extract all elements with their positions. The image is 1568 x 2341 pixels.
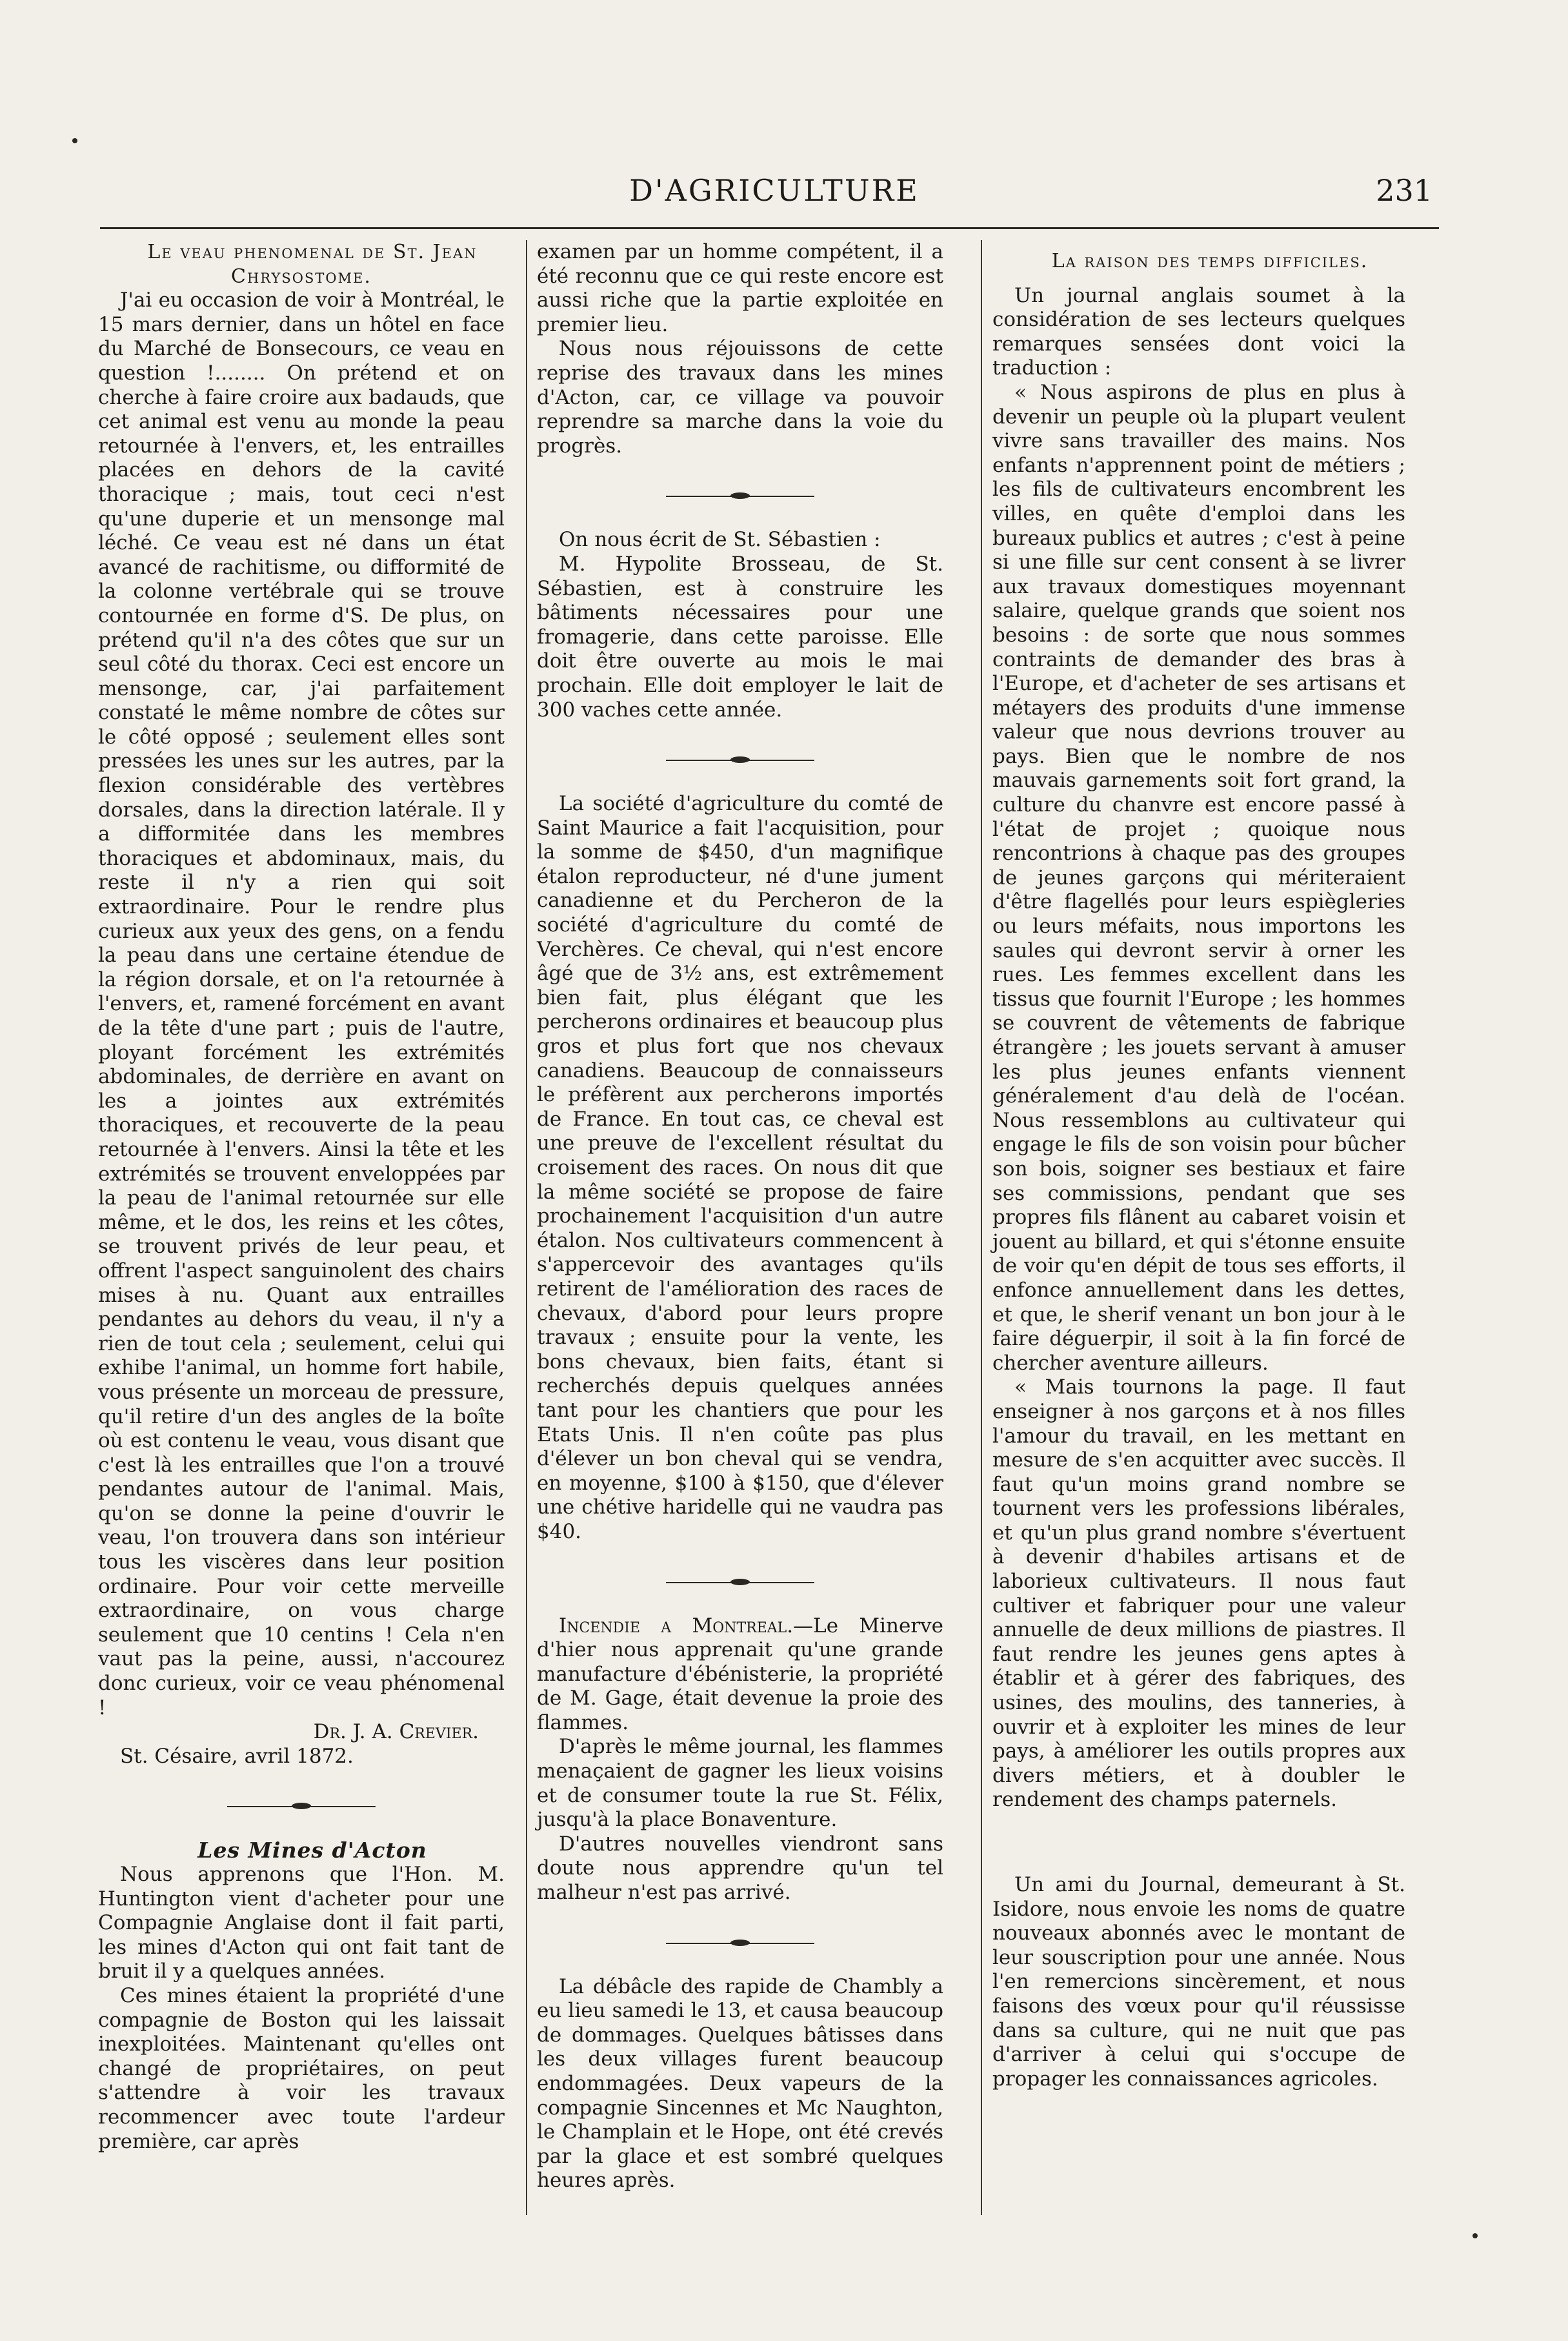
article-saint-maurice [537,792,943,1544]
article-paragraph: Ces mines étaient la propriété d'une compagnie de Boston qui les laissait inexploitées. Maintenant qu'elles ont changé de propriétaires, on peut s'attendre à voir les travaux recommencer avec toute l'ardeur première, car après [98,1983,505,2153]
separator-rule [227,1802,376,1811]
article-title: Le veau phenomenal de St. Jean Chrysostome. [147,241,477,288]
separator-rule [666,756,814,765]
article-paragraph: examen par un homme compétent, il a été reconnu que ce qui reste encore est aussi riche que la partie exploitée en premier lieu. [537,240,943,336]
article-temps-difficiles [992,249,1405,1812]
separator-rule [666,492,814,501]
article-runin-title: Incendie a Montreal. [559,1614,794,1637]
article-title: Les Mines d'Acton [197,1838,427,1863]
article-chambly [537,1975,943,2193]
column-rule [526,240,527,2215]
running-head: D'AGRICULTURE [629,173,920,208]
article-paragraph [537,1614,943,1736]
article-paragraph: La débâcle des rapide de Chambly a eu lieu samedi le 13, et causa beaucoup de dommages. Quelques bâtisses dans les deux villages furent beaucoup endommagées. Deux vapeurs de la compagnie Sincennes et Mc Naughton, le Champlain et le Hope, ont été crevés par la glace et est sombré quelques heures après. [537,1974,943,2193]
column-3 [992,240,1405,2091]
separator-rule [666,1578,814,1587]
ink-speck [72,138,77,143]
article-title: La raison des temps difficiles. [1051,250,1369,272]
article-paragraph: Un journal anglais soumet à la considération de ses lecteurs quelques remarques sensées dont voici la traduction : [992,283,1405,380]
article-dateline: St. Césaire, avril 1872. [120,1744,354,1768]
header-rule [100,227,1439,229]
article-paragraph: Nous apprenons que l'Hon. M. Huntington vient d'acheter pour une Compagnie Anglaise dont il fait parti, les mines d'Acton qui ont fait tant de bruit il y a quelques années. [98,1863,505,1983]
article-st-sebastien [537,528,943,722]
article-paragraph: M. Hypolite Brosseau, de St. Sébastien, est à construire les bâtiments nécessaires pour une fromagerie, dans cette paroisse. Elle doit être ouverte au mois le mai prochain. Elle doit employer le lait de 300 vaches cette année. [537,552,943,722]
article-paragraph: Un ami du Journal, demeurant à St. Isidore, nous envoie les noms de quatre nouveaux abonnés avec le montant de leur souscription pour une année. Nous l'en remercions sincèrement, et nous faisons des vœux pour qu'il réussisse dans sa culture, qui ne nuit que pas d'arriver à celui qui s'occupe de propager les connaissances agricoles. [992,1873,1405,2091]
article-st-isidore [992,1873,1405,2091]
column-1 [98,240,505,2154]
article-paragraph: La société d'agriculture du comté de Saint Maurice a fait l'acquisition, pour la somme de $450, d'un magnifique étalon reproducteur, né d'une jument canadienne et du Percheron de la société d'agriculture du comté de Verchères. Ce cheval, qui n'est encore âgé que de 3½ ans, est extrêmement bien fait, plus élégant que les percherons ordinaires et beaucoup plus gros et plus fort que nos chevaux canadiens. Beaucoup de connaisseurs le préfèrent aux percherons importés de France. En tout cas, ce cheval est une preuve de l'excellent résultat du croisement des races. On nous dit que la même société se propose de faire prochainement l'acquisition d'un autre étalon. Nos cultivateurs commencent à s'appercevoir des avantages qu'ils retirent de l'amélioration des races de chevaux, d'abord pour leurs propre travaux ; ensuite pour la vente, les bons chevaux, bien faits, étant si recherchés depuis quelques années tant pour les chantiers que pour les Etats Unis. Il n'en coûte pas plus d'élever un bon cheval qui se vendra, en moyenne, $100 à $150, que d'élever une chétive haridelle qui ne vaudra pas $40. [537,792,943,1543]
article-paragraph: D'après le même journal, les flammes menaçaient de gagner les lieux voisins et de consumer toute la rue St. Félix, jusqu'à la place Bonaventure. [537,1735,943,1832]
article-paragraph: D'autres nouvelles viendront sans doute nous apprendre qu'un tel malheur n'est pas arrivé. [537,1832,943,1905]
article-body: J'ai eu occasion de voir à Montréal, le 15 mars dernier, dans un hôtel en face du Marché de Bonsecours, ce veau en question !........ On prétend et on cherche à faire croire aux badauds, que cet animal est venu au monde la peau retournée à l'envers, et, les entrailles placées en dehors de la cavité thoracique ; mais, tout ceci n'est qu'une duperie et un mensonge mal léché. Ce veau est né dans un état avancé de rachitisme, ou difformité de la colonne vertébrale qui se trouve contournée en forme d'S. De plus, on prétend qu'il n'a des côtes que sur un seul côté du thorax. Ceci est encore un mensonge, car, j'ai parfaitement constaté le même nombre de côtes sur le côté opposé ; seulement elles sont pressées les unes sur les autres, par la flexion considérable des vertèbres dorsales, dans la direction latérale. Il y a difformitée dans les membres thoraciques et abdominaux, mais, du reste il n'y a rien qui soit extraordinaire. Pour le rendre plus curieux aux yeux des gens, on a fendu la peau dans une certaine étendue de la région dorsale, et on l'a retournée à l'envers, et, ramené forcément en avant de la tête d'une part ; puis de l'autre, ployant forcément les extrémités abdominales, de derrière en avant on les a jointes aux extrémités thoraciques, et recouverte de la peau retournée à l'envers. Ainsi la tête et les extrémités se trouvent enveloppées par la peau de l'animal retournée sur elle même, et le dos, les reins et les côtes, se trouvent privés de leur peau, et offrent l'aspect sanguinolent des chairs mises à nu. Quant aux entrailles pendantes au dehors du veau, il n'y a rien de tout cela ; seulement, celui qui exhibe l'animal, un homme fort habile, vous présente un morceau de pressure, qu'il retire d'un des angles de la boîte où est contenu le veau, vous disant que c'est là les entrailles que l'on a trouvé pendantes autour de l'animal. Mais, qu'on se donne la peine d'ouvrir le veau, l'on trouvera dans son intérieur tous les viscères dans leur position ordinaire. Pour voir cette merveille extraordinaire, on vous charge seulement que 10 centins ! Cela n'en vaut pas la peine, aussi, n'accourez donc curieux, voir ce veau phénomenal ! [98,289,505,1719]
article-mines-acton [98,1838,505,2154]
article-paragraph: « Mais tournons la page. Il faut enseigner à nos garçons et à nos filles l'amour du travail, en les mettant en mesure de s'en acquitter avec succès. Il faut qu'un moins grand nombre se tournent vers les professions libérales, et qu'un plus grand nombre s'évertuent à devenir d'habiles artisans et de laborieux cultivateurs. Il nous faut cultiver et fabriquer pour une valeur annuelle de deux millions de piastres. Il faut rendre les jeunes gens aptes à établir et à gérer des fabriques, des usines, des moulins, des tanneries, à ouvrir et à exploiter les mines de leur pays, à améliorer les outils propres aux divers métiers, et à doubler le rendement des champs paternels. [992,1375,1405,1812]
ink-speck [1473,2233,1478,2238]
column-2 [537,240,943,2193]
article-mines-acton-cont [537,240,943,458]
article-paragraph: On nous écrit de St. Sébastien : [559,528,881,552]
column-rule [981,240,982,2215]
article-paragraph: « Nous aspirons de plus en plus à devenir un peuple où la plupart veulent vivre sans travailler des mains. Nos enfants n'apprennent point de métiers ; les fils de cultivateurs encombrent les villes, en quête d'emploi dans les bureaux publics et autres ; c'est à peine si une fille sur cent consent à se livrer aux travaux domestiques moyennant salaire, quelque grands que soient nos besoins : de sorte que nous sommes contraints de demander des bras à l'Europe, et d'acheter de ses artisans et métayers des produits d'une immense valeur que nous devrions trouver au pays. Bien que le nombre de nos mauvais garnements soit fort grand, la culture du chanvre est encore passé à l'état de projet ; quoique nous rencontrions à chaque pas des groupes de jeunes garçons qui mériteraient d'être flagellés pour leurs espiègleries ou leurs méfaits, nous importons les saules qui devront servir à orner les rues. Les femmes excellent dans les tissus que fournit l'Europe ; les hommes se couvrent de vêtements de fabrique étrangère ; les jouets servant à amuser les plus jeunes enfants viennent généralement d'au delà de l'océan. Nous ressemblons au cultivateur qui engage le fils de son voisin pour bûcher son bois, soigner ses bestiaux et faire ses commissions, pendant que ses propres fils flânent au cabaret voisin et jouent au billard, et qui s'étonne ensuite de voir qu'en dépit de tous ses efforts, il enfonce annuellement dans les dettes, et que, le sherif venant un bon jour à le faire déguerpir, il soit à la fin forcé de chercher aventure ailleurs. [992,380,1405,1375]
article-text: —Le Minerve d'hier nous apprenait qu'une grande manufacture d'ébénisterie, la propriété de M. Gage, était devenue la proie des flammes. [537,1614,943,1734]
article-paragraph: Nous nous réjouissons de cette reprise des travaux dans les mines d'Acton, car, ce village va pouvoir reprendre sa marche dans la voie du progrès. [537,337,943,458]
article-signature: Dr. J. A. Crevier. [313,1720,479,1744]
page-header [97,173,1452,225]
separator-rule [666,1939,814,1948]
page-number: 231 [1376,173,1432,208]
article-veau-phenomenal [98,240,505,1768]
article-incendie-montreal [537,1614,943,1905]
